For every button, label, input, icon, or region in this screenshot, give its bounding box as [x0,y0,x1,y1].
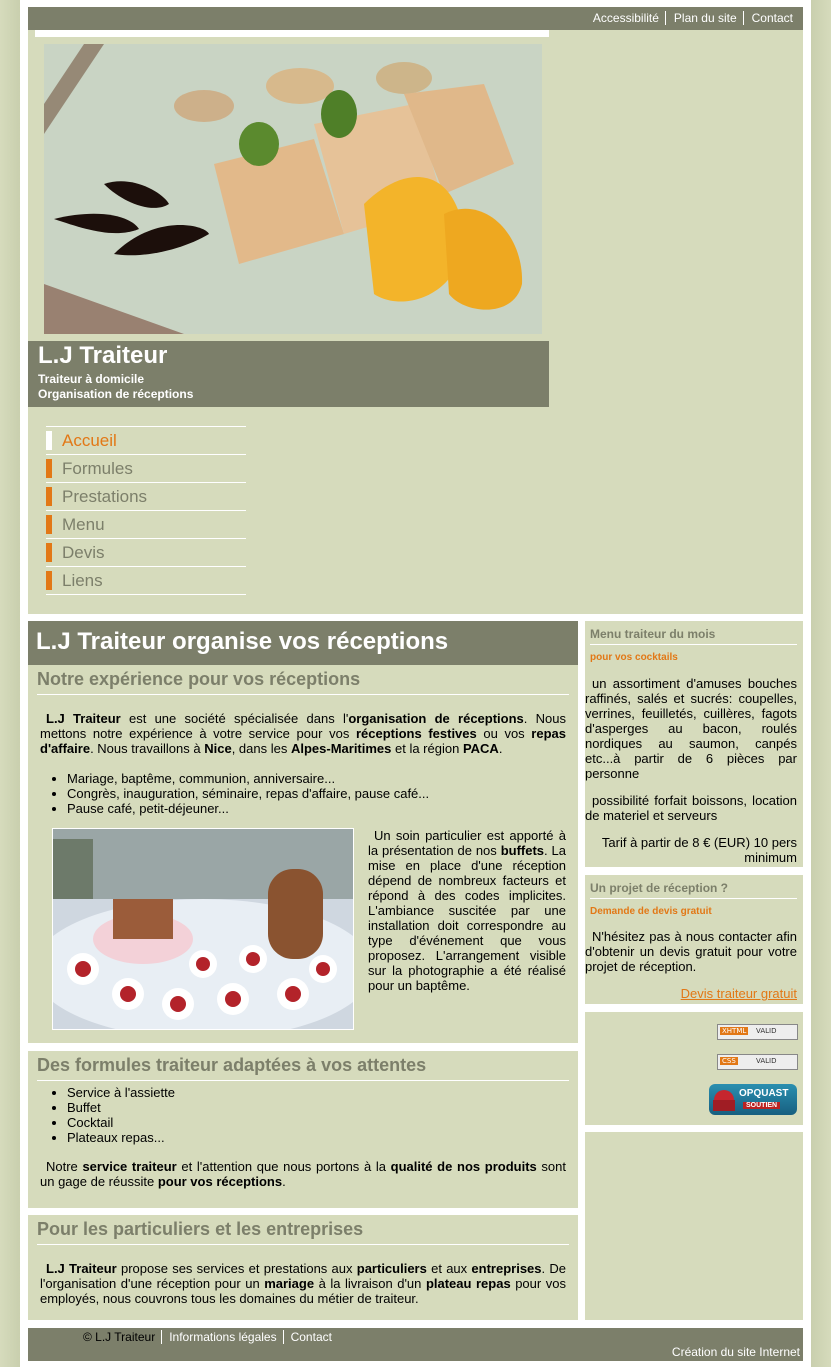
section-formules [28,1051,578,1208]
list-item: • Mariage, baptême, communion, anniversaire... [67,771,578,786]
top-links [585,11,799,25]
menu-box-subtitle: pour vos cocktails [590,652,678,663]
css-valid-badge[interactable] [717,1054,798,1070]
project-box-subtitle: Demande de devis gratuit [590,906,712,917]
nav-marker [46,487,52,506]
list-item: • Service à l'assiette [67,1085,578,1100]
text-run: à la livraison d'un [314,1276,426,1291]
list-item: • Plateaux repas... [67,1130,578,1145]
text-run: et aux [426,1261,472,1276]
section-experience-intro [28,711,578,756]
list-item: • Pause café, petit-déjeuner... [67,801,578,816]
menu-box-title: Menu traiteur du mois [590,621,797,645]
main-heading-band [28,621,578,665]
footer [28,1328,803,1361]
nav-item-menu[interactable] [46,510,246,538]
text-run: . Nous mettons notre expérience à votre service pour vos [40,711,566,741]
page-left-shadow [0,0,20,1367]
nav-marker [46,459,52,478]
accessibility-link[interactable]: Accessibilité [592,11,659,25]
photo-top-strip [35,30,549,37]
emphasis-text: pour vos réceptions [157,1174,283,1189]
main-heading: L.J Traiteur organise vos réceptions [36,628,449,655]
emphasis-text: PACA [462,741,499,756]
section-formules-title: Des formules traiteur adaptées à vos attentes [37,1051,569,1081]
text-run: et l'attention que nous portons à la [176,1159,391,1174]
text-run: pour vos employés, nous couvrons tous les domaines du métier de traiteur. [40,1276,566,1306]
free-quote-link[interactable]: Devis traiteur gratuit [680,986,797,1001]
emphasis-text: organisation de réceptions [348,711,524,726]
text-run: propose ses services et prestations aux [116,1261,357,1276]
nav-item-formules[interactable] [46,454,246,482]
emphasis-text: entreprises [471,1261,542,1276]
site-credit-link[interactable]: Création du site Internet [671,1345,800,1359]
emphasis-text: plateau repas [425,1276,511,1291]
css-badge-left: CSS [722,1057,736,1065]
project-box [585,875,803,1004]
nav-item-label: Devis [62,542,105,562]
emphasis-text: buffets [500,843,545,858]
text-run: Un soin particulier est apporté à la présentation de nos [368,828,566,858]
nav-item-liens[interactable] [46,566,246,595]
site-title[interactable]: L.J Traiteur [38,342,168,369]
opquast-badge-subtitle: SOUTIEN [743,1102,780,1109]
nav-marker [46,543,52,562]
nav-item-label: Menu [62,514,105,534]
text-run: et la région [391,741,463,756]
section-clients-title: Pour les particuliers et les entreprises [37,1215,569,1245]
project-box-text: N'hésitez pas à nous contacter afin d'obtenir un devis gratuit pour votre projet de réception. [585,929,797,974]
nav-marker [46,515,52,534]
menu-box-text: un assortiment d'amuses bouches raffinés, salés et sucrés: coupelles, verrines, feuilletés, cuillères, fagots d'asperges au bacon, roulés nordiques au saumon, canpés etc...à partir de 6 pièces par personne [585,676,797,781]
emphasis-text: réceptions festives [355,726,477,741]
empty-side-box [585,1132,803,1320]
emphasis-text: mariage [264,1276,315,1291]
xhtml-badge-right: VALID [756,1027,777,1035]
nav-item-accueil[interactable] [46,426,246,454]
list-item: • Cocktail [67,1115,578,1130]
xhtml-badge-left: XHTML [722,1027,747,1035]
sitemap-link[interactable]: Plan du site [665,11,743,25]
top-bar [28,7,803,30]
section-experience [28,621,578,1043]
page-right-shadow [811,0,831,1367]
nav-item-label: Formules [62,458,133,478]
emphasis-text: Alpes-Maritimes [290,741,392,756]
site-subtitle-line-2: Organisation de réceptions [38,387,194,401]
site-subtitle [38,372,193,402]
section-experience-title: Notre expérience pour vos réceptions [37,665,569,695]
buffet-description [356,828,578,993]
section-formules-text [28,1159,578,1189]
css-badge-right: VALID [756,1057,777,1065]
buffet-photo [52,828,354,1030]
list-item: • Buffet [67,1100,578,1115]
text-run: Notre [46,1159,83,1174]
text-run: sont un gage de réussite [40,1159,566,1189]
list-item: • Congrès, inauguration, séminaire, repas d'affaire, pause café... [67,786,578,801]
emphasis-text: qualité de nos produits [390,1159,537,1174]
formules-list [28,1085,578,1145]
emphasis-text: particuliers [356,1261,427,1276]
text-run: . De l'organisation d'une réception pour un [40,1261,566,1291]
opquast-logo-icon [713,1089,735,1111]
nav-marker [46,571,52,590]
emphasis-text: L.J Traiteur [46,711,121,726]
hero-food-photo [44,44,542,334]
emphasis-text: Nice [204,741,232,756]
nav-marker [46,431,52,450]
hero-photo-frame [35,37,549,341]
section-clients [28,1215,578,1320]
emphasis-text: service traiteur [82,1159,177,1174]
footer-links [76,1330,338,1344]
project-box-title: Un projet de réception ? [590,875,797,899]
legal-info-link[interactable]: Informations légales [161,1330,282,1344]
nav-item-label: Prestations [62,486,148,506]
text-run: . La mise en place d'une réception dépend de nombreux facteurs et répond à des codes implicites. L'ambiance suscitée par une installation doit correspondre au type d'événement que vous proposez. L'arrangement visible sur la photographie a été réalisé pour un baptême. [368,843,566,993]
emphasis-text: repas d'affaire [40,726,566,756]
text-run: . [498,741,503,756]
opquast-badge[interactable] [709,1084,797,1115]
site-subtitle-line-1: Traiteur à domicile [38,372,145,386]
opquast-badge-title: OPQUAST [739,1088,789,1099]
main-navigation [46,426,246,595]
contact-link[interactable]: Contact [743,11,799,25]
footer-contact-link[interactable]: Contact [283,1330,338,1344]
text-run: . Nous travaillons à [90,741,205,756]
text-run: , dans les [231,741,291,756]
nav-item-label: Liens [62,570,103,590]
footer-copyright: © L.J Traiteur [83,1330,156,1344]
text-run: . [282,1174,286,1189]
section-clients-text [28,1261,578,1306]
menu-of-month-box [585,621,803,867]
menu-box-price: Tarif à partir de 8 € (EUR) 10 pers minimum [601,835,797,865]
nav-item-label: Accueil [62,430,117,450]
menu-box-extras: possibilité forfait boissons, location de materiel et serveurs [585,793,797,823]
site-title-band [28,341,549,407]
text-run: ou vos [476,726,532,741]
event-type-list [28,771,578,816]
nav-item-devis[interactable] [46,538,246,566]
text-run: est une société spécialisée dans l' [120,711,349,726]
emphasis-text: L.J Traiteur [46,1261,117,1276]
nav-item-prestations[interactable] [46,482,246,510]
xhtml-valid-badge[interactable] [717,1024,798,1040]
